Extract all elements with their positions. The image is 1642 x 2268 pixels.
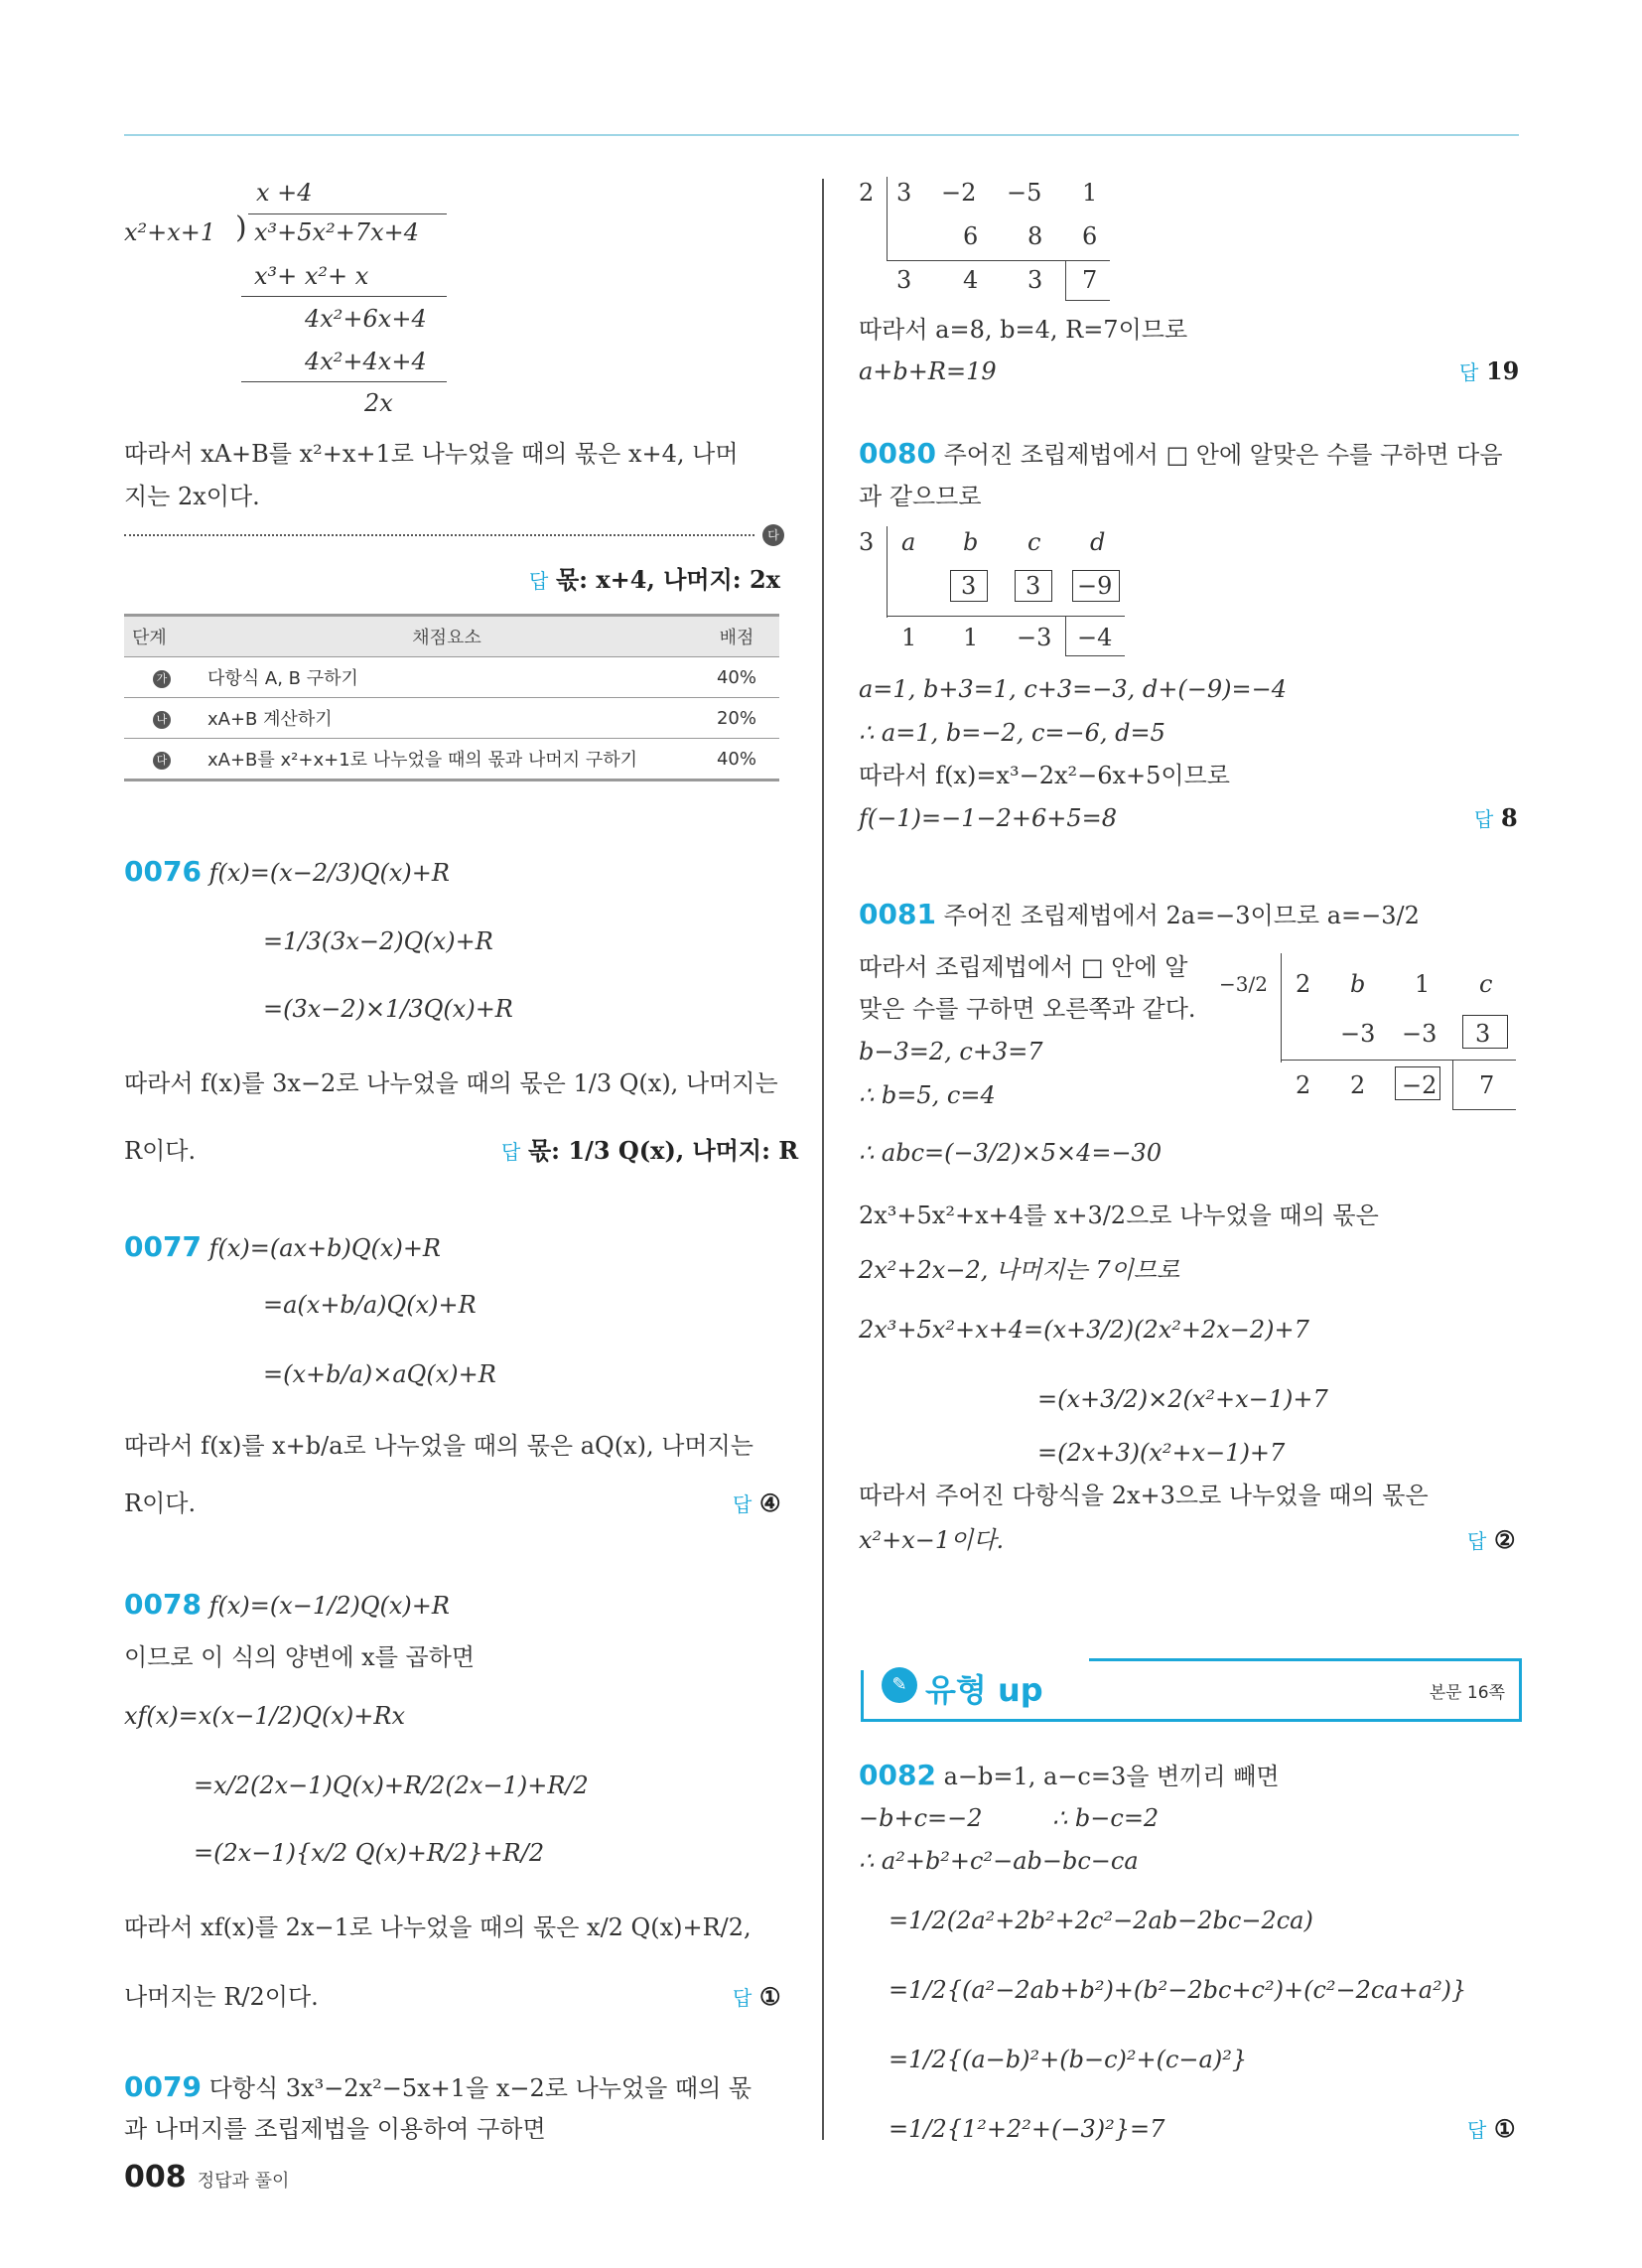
text-line: 따라서 f(x)=x³−2x²−6x+5이므로 bbox=[859, 762, 1230, 789]
table-cell: 40% bbox=[694, 657, 779, 698]
eq-line: =(2x+3)(x²+x−1)+7 bbox=[1037, 1439, 1286, 1467]
answer-value: 19 bbox=[1485, 356, 1520, 385]
synth3-cell: −3 bbox=[1402, 1020, 1437, 1048]
col-points: 배점 bbox=[694, 616, 779, 657]
conclusion-line2: 지는 2x이다. bbox=[124, 483, 260, 510]
longdiv-bar bbox=[248, 213, 447, 214]
longdiv-rule1 bbox=[241, 296, 447, 297]
col-step: 단계 bbox=[124, 616, 200, 657]
eq-line: xf(x)=x(x−1/2)Q(x)+Rx bbox=[124, 1702, 405, 1730]
answer-value: 몫: x+4, 나머지: 2x bbox=[555, 565, 780, 594]
step-badge: 다 bbox=[153, 752, 171, 770]
page-footer bbox=[124, 2160, 289, 2195]
answer-0081 bbox=[1467, 1524, 1515, 1557]
synth3-rem-hrule bbox=[1452, 1109, 1516, 1110]
problem-number: 0079 bbox=[124, 2070, 202, 2103]
synth2-cell: −9 bbox=[1077, 572, 1113, 600]
answer-value: ④ bbox=[758, 1488, 781, 1517]
answer-value: ② bbox=[1493, 1525, 1516, 1554]
longdiv-remainder: 2x bbox=[364, 389, 393, 417]
eq-line: ∴ a=1, b=−2, c=−6, d=5 bbox=[859, 719, 1165, 747]
synth2-cell: c bbox=[1027, 528, 1041, 556]
synth2-cell: d bbox=[1090, 528, 1106, 556]
problem-0076 bbox=[124, 856, 450, 889]
eq-line: 2x²+2x−2, 나머지는 7이므로 bbox=[859, 1256, 1180, 1284]
eq-line: ∴ abc=(−3/2)×5×4=−30 bbox=[859, 1139, 1163, 1167]
synth3-cell: 2 bbox=[1350, 1071, 1366, 1099]
text-line: 과 같으므로 bbox=[859, 483, 982, 510]
problem-0082 bbox=[859, 1760, 1280, 1792]
eq-line: f(x)=(x−2/3)Q(x)+R bbox=[208, 859, 450, 887]
text-line: 맞은 수를 구하면 오른쪽과 같다. bbox=[859, 995, 1196, 1023]
synth1-rem-hrule bbox=[1065, 300, 1110, 301]
answer-0077 bbox=[733, 1488, 780, 1520]
text-line: 주어진 조립제법에서 2a=−3이므로 a=−3/2 bbox=[943, 902, 1420, 929]
eq-line: −b+c=−2 bbox=[859, 1804, 983, 1832]
longdiv-dividend: x³+5x²+7x+4 bbox=[254, 218, 419, 246]
text-line: 따라서 주어진 다항식을 2x+3으로 나누었을 때의 몫은 bbox=[859, 1482, 1429, 1509]
eq-line: =1/3(3x−2)Q(x)+R bbox=[263, 927, 493, 955]
answer-0075 bbox=[529, 564, 780, 597]
eq-line: ∴ a²+b²+c²−ab−bc−ca bbox=[859, 1847, 1139, 1875]
notebook-icon: ✎ bbox=[882, 1667, 917, 1703]
problem-0080 bbox=[859, 438, 1503, 471]
problem-0078 bbox=[124, 1589, 450, 1622]
problem-number: 0082 bbox=[859, 1759, 936, 1791]
answer-label: 답 bbox=[501, 1140, 521, 1164]
synth2-cell: −3 bbox=[1017, 624, 1052, 651]
answer-0079 bbox=[1459, 355, 1519, 388]
problem-0079 bbox=[124, 2071, 752, 2104]
text-line: 나머지는 R/2이다. bbox=[124, 1983, 319, 2011]
synth2-cell: 1 bbox=[963, 624, 979, 651]
table-row bbox=[124, 739, 779, 780]
text-line: 2x³+5x²+x+4를 x+3/2으로 나누었을 때의 몫은 bbox=[859, 1202, 1379, 1229]
table-cell: xA+B를 x²+x+1로 나누었을 때의 몫과 나머지 구하기 bbox=[200, 739, 694, 780]
synth1-cell: 6 bbox=[963, 222, 979, 250]
synth3-divisor: −3/2 bbox=[1219, 972, 1268, 996]
scoring-table bbox=[124, 614, 779, 781]
synth3-cell: −3 bbox=[1340, 1020, 1376, 1048]
eq-line: =(x+b/a)×aQ(x)+R bbox=[263, 1360, 496, 1388]
problem-number: 0080 bbox=[859, 437, 936, 470]
eq-line: =x/2(2x−1)Q(x)+R/2(2x−1)+R/2 bbox=[194, 1772, 589, 1799]
longdiv-step1: x³+ x²+ x bbox=[254, 262, 369, 290]
eq-line: f(x)=(ax+b)Q(x)+R bbox=[208, 1234, 441, 1262]
table-cell: 20% bbox=[694, 698, 779, 739]
synth1-cell: 3 bbox=[896, 266, 912, 294]
eq-line: ∴ b=5, c=4 bbox=[859, 1081, 996, 1109]
text-line: a−b=1, a−c=3을 변끼리 빼면 bbox=[943, 1763, 1280, 1790]
answer-0078 bbox=[733, 1981, 780, 2014]
longdiv-divisor: x²+x+1 bbox=[124, 218, 216, 246]
synth3-cell: b bbox=[1350, 970, 1366, 998]
step-badge: 나 bbox=[153, 711, 171, 729]
text-line: 따라서 f(x)를 3x−2로 나누었을 때의 몫은 1/3 Q(x), 나머지는 bbox=[124, 1069, 778, 1097]
synth1-hrule bbox=[887, 260, 1110, 261]
table-cell: xA+B 계산하기 bbox=[200, 698, 694, 739]
synth1-cell: 3 bbox=[896, 179, 912, 207]
answer-value: 몫: 1/3 Q(x), 나머지: R bbox=[527, 1136, 799, 1165]
synth1-cell: −2 bbox=[941, 179, 977, 207]
eq-line: f(−1)=−1−2+6+5=8 bbox=[859, 804, 1117, 832]
eq-line: a+b+R=19 bbox=[859, 357, 997, 385]
answer-value: ① bbox=[758, 1982, 781, 2011]
answer-label: 답 bbox=[1467, 1529, 1487, 1553]
synth2-cell: 1 bbox=[901, 624, 917, 651]
synth1-cell: 7 bbox=[1082, 266, 1098, 294]
synth1-rem-vrule bbox=[1065, 260, 1066, 300]
answer-label: 답 bbox=[1467, 2118, 1487, 2142]
text-line: 다항식 3x³−2x²−5x+1을 x−2로 나누었을 때의 몫 bbox=[208, 2074, 753, 2102]
eq-line: 2x³+5x²+x+4=(x+3/2)(2x²+2x−2)+7 bbox=[859, 1316, 1309, 1344]
problem-number: 0078 bbox=[124, 1588, 202, 1621]
eq-line: =1/2{1²+2²+(−3)²}=7 bbox=[889, 2115, 1165, 2143]
answer-label: 답 bbox=[733, 1492, 753, 1516]
text-line: 따라서 a=8, b=4, R=7이므로 bbox=[859, 316, 1188, 344]
answer-0076 bbox=[501, 1135, 798, 1168]
synth3-cell: 2 bbox=[1296, 1071, 1311, 1099]
eq-line: =1/2{(a²−2ab+b²)+(b²−2bc+c²)+(c²−2ca+a²)} bbox=[889, 1976, 1467, 2004]
synth1-cell: 8 bbox=[1027, 222, 1043, 250]
synth3-cell: c bbox=[1479, 970, 1493, 998]
dotted-rule bbox=[124, 534, 754, 536]
eq-line: =(3x−2)×1/3Q(x)+R bbox=[263, 995, 513, 1023]
problem-number: 0076 bbox=[124, 855, 202, 888]
table-row bbox=[124, 657, 779, 698]
longdiv-bracket: ) bbox=[235, 211, 247, 245]
eq-line: =(2x−1){x/2 Q(x)+R/2}+R/2 bbox=[194, 1839, 545, 1867]
eq-line: a=1, b+3=1, c+3=−3, d+(−9)=−4 bbox=[859, 675, 1287, 703]
answer-label: 답 bbox=[1459, 360, 1479, 384]
synth1-cell: 4 bbox=[963, 266, 979, 294]
synth2-divisor: 3 bbox=[859, 528, 875, 556]
footer-label: 정답과 풀이 bbox=[197, 2171, 290, 2192]
synth2-vrule bbox=[887, 526, 888, 618]
eq-line: =a(x+b/a)Q(x)+R bbox=[263, 1291, 477, 1319]
synth1-vrule bbox=[887, 177, 888, 261]
table-cell: 40% bbox=[694, 739, 779, 780]
answer-value: ① bbox=[1493, 2114, 1516, 2143]
synth2-hrule bbox=[887, 616, 1125, 617]
longdiv-step3: 4x²+4x+4 bbox=[305, 348, 427, 375]
text-line: 따라서 조립제법에서 □ 안에 알 bbox=[859, 953, 1188, 981]
synth2-cell: −4 bbox=[1077, 624, 1113, 651]
table-cell: 다항식 A, B 구하기 bbox=[200, 657, 694, 698]
table-header-row bbox=[124, 616, 779, 657]
synth1-cell: 1 bbox=[1082, 179, 1098, 207]
column-divider bbox=[822, 179, 824, 2140]
text-line: 주어진 조립제법에서 □ 안에 알맞은 수를 구하면 다음 bbox=[943, 441, 1503, 469]
synth1-cell: −5 bbox=[1007, 179, 1042, 207]
eq-line: =(x+3/2)×2(x²+x−1)+7 bbox=[1037, 1385, 1328, 1413]
synth3-cell: −2 bbox=[1402, 1071, 1437, 1099]
longdiv-quotient: x +4 bbox=[256, 179, 313, 207]
eq-line: =1/2{(a−b)²+(b−c)²+(c−a)²} bbox=[889, 2046, 1248, 2073]
synth2-cell: 3 bbox=[1026, 572, 1041, 600]
text-line: 따라서 f(x)를 x+b/a로 나누었을 때의 몫은 aQ(x), 나머지는 bbox=[124, 1432, 753, 1460]
banner-title: 유형 up bbox=[925, 1671, 1043, 1709]
eq-line: ∴ b−c=2 bbox=[1052, 1804, 1160, 1832]
answer-label: 답 bbox=[529, 569, 549, 593]
synth3-rem-vrule bbox=[1452, 1060, 1453, 1109]
synth1-cell: 3 bbox=[1027, 266, 1043, 294]
synth3-cell: 1 bbox=[1415, 970, 1431, 998]
synth2-rem-hrule bbox=[1065, 655, 1125, 656]
eq-line: x²+x−1이다. bbox=[859, 1526, 1005, 1554]
answer-label: 답 bbox=[733, 1986, 753, 2010]
table-row bbox=[124, 698, 779, 739]
longdiv-rule2 bbox=[241, 381, 447, 382]
answer-label: 답 bbox=[1474, 807, 1494, 831]
section-banner bbox=[861, 1658, 1522, 1722]
longdiv-step2: 4x²+6x+4 bbox=[305, 305, 427, 333]
synth1-divisor: 2 bbox=[859, 179, 875, 207]
synth3-cell: 3 bbox=[1475, 1020, 1491, 1048]
col-item: 채점요소 bbox=[200, 616, 694, 657]
synth2-cell: 3 bbox=[961, 572, 977, 600]
problem-number: 0077 bbox=[124, 1230, 202, 1263]
synth1-cell: 6 bbox=[1082, 222, 1098, 250]
synth2-cell: a bbox=[901, 528, 916, 556]
answer-value: 8 bbox=[1500, 803, 1518, 832]
synth2-rem-vrule bbox=[1065, 616, 1066, 655]
step-marker-icon: 다 bbox=[762, 524, 784, 546]
banner-ref: 본문 16쪽 bbox=[1429, 1683, 1505, 1703]
answer-0082 bbox=[1467, 2113, 1515, 2146]
text-line: 과 나머지를 조립제법을 이용하여 구하면 bbox=[124, 2115, 546, 2143]
header-rule bbox=[124, 134, 1519, 136]
problem-0077 bbox=[124, 1231, 441, 1264]
text-line: 이므로 이 식의 양변에 x를 곱하면 bbox=[124, 1643, 476, 1671]
synth3-cell: 2 bbox=[1296, 970, 1311, 998]
synth3-hrule bbox=[1281, 1060, 1516, 1061]
eq-line: f(x)=(x−1/2)Q(x)+R bbox=[208, 1592, 450, 1620]
text-line: R이다. bbox=[124, 1137, 197, 1165]
conclusion-line1: 따라서 xA+B를 x²+x+1로 나누었을 때의 몫은 x+4, 나머 bbox=[124, 440, 739, 468]
synth3-cell: 7 bbox=[1479, 1071, 1495, 1099]
synth3-vrule bbox=[1281, 953, 1282, 1063]
step-badge: 가 bbox=[153, 670, 171, 688]
problem-0081 bbox=[859, 899, 1420, 931]
synth2-cell: b bbox=[963, 528, 979, 556]
eq-line: =1/2(2a²+2b²+2c²−2ab−2bc−2ca) bbox=[889, 1907, 1313, 1934]
eq-line: b−3=2, c+3=7 bbox=[859, 1038, 1043, 1065]
problem-number: 0081 bbox=[859, 898, 936, 930]
text-line: R이다. bbox=[124, 1489, 197, 1517]
answer-0080 bbox=[1474, 802, 1518, 835]
text-line: 따라서 xf(x)를 2x−1로 나누었을 때의 몫은 x/2 Q(x)+R/2, bbox=[124, 1914, 752, 1941]
page-number: 008 bbox=[124, 2160, 187, 2195]
